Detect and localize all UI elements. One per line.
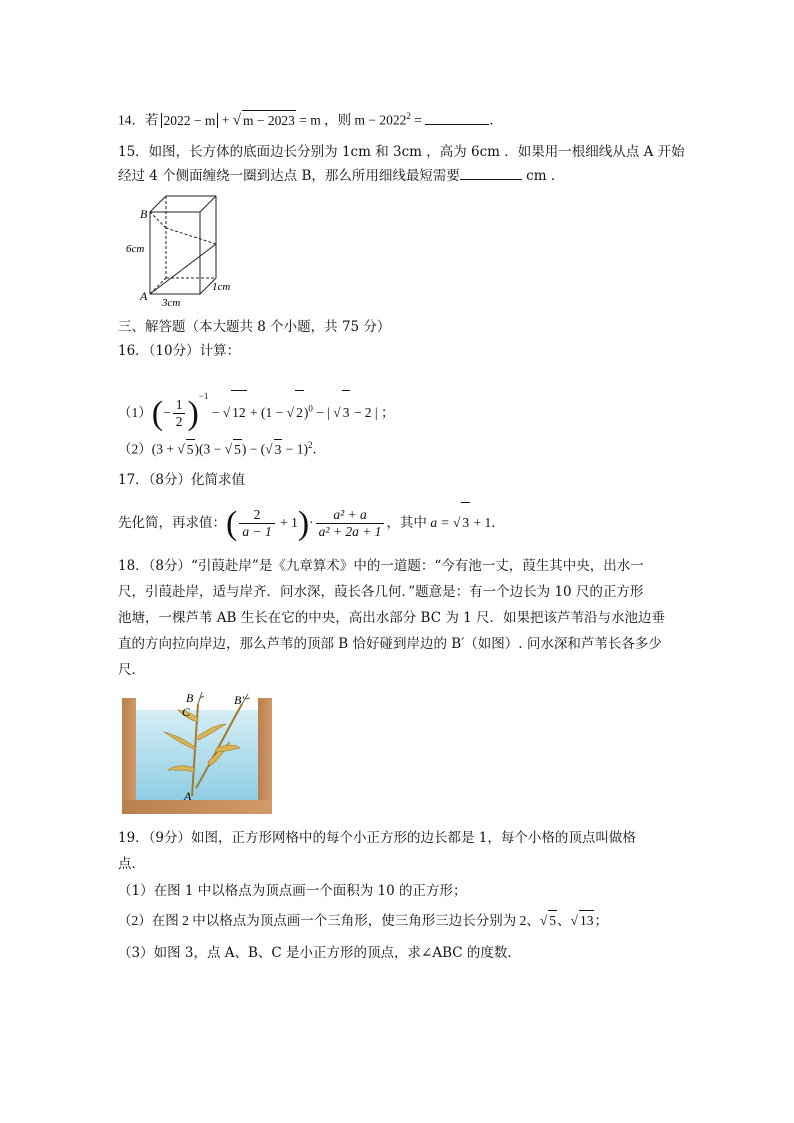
q19-line1: 19．（9分）如图，正方形网格中的每个小正方形的边长都是 1，每个小格的顶点叫做格 (118, 830, 636, 846)
label-width: 3cm (162, 297, 181, 309)
q15-line2-end: cm ． (521, 168, 565, 184)
q17-plus1: + 1 (276, 515, 298, 530)
q14-eq2: = (410, 112, 426, 128)
q17-pre: 先化简，再求值： (118, 515, 226, 530)
label-depth: 1cm (212, 281, 231, 293)
q16-p2-c: ) − ( (241, 441, 266, 457)
q16-part1: （1）(− $\frac{1}{2}$ )$^{-1}$ − √ 12 + (1 − √ 2)$^0$ − | √ 3 − 2 | ； (118, 374, 395, 418)
q15-line2-text: 经过 4 个侧面缠绕一圈到达点 B，那么所用细线最短需要 (118, 168, 460, 184)
q16-p2-label: （2） (118, 441, 152, 457)
q19-line2: 点． (118, 856, 145, 872)
q17-end: + 1． (470, 515, 505, 530)
section-title: 三、解答题（本大题共 8 个小题，共 75 分） (118, 319, 391, 335)
q16-p1-b: + (1 − (246, 405, 287, 420)
q16-p1-d: − | (312, 405, 334, 420)
q18-line: 池塘，一棵芦苇 AB 生长在它的中央，高出水部分 BC 为 1 尺．如果把该芦苇沿与水池边垂 (118, 610, 666, 626)
q16-p1-num: 1 (173, 397, 186, 414)
q16-p2-exp: 2 (307, 440, 313, 450)
label-C: C (182, 705, 191, 719)
q18-line: 18．（8分）“引葭赴岸”是《九章算术》中的一道题：“今有池一丈，葭生其中央，出水一 (118, 558, 644, 574)
q17-post: ，其中 (386, 515, 431, 530)
q16-p1-label: （1） (118, 405, 152, 420)
q16-p1-a: − (208, 405, 223, 420)
q19-p2-b: 、 (557, 913, 571, 928)
q16-p2-b: )(3 − (194, 441, 225, 457)
q16-p2-r1: 5 (186, 439, 195, 460)
q17-f2-den: a² + 2a + 1 (318, 524, 382, 540)
q19-part3: （3）如图 3，点 A、B、C 是小正方形的顶点，求∠ABC 的度数． (118, 945, 521, 961)
q16-p2-r3: 3 (274, 439, 283, 460)
q18-line: 尺，引葭赴岸，适与岸齐．问水深，葭长各几何．”题意是：有一个边长为 10 尺的正方形 (118, 584, 644, 600)
q14-radicand: m − 2023 (242, 110, 296, 131)
q19-p2-r1: 5 (548, 910, 557, 931)
answer-blank[interactable] (460, 179, 522, 180)
q15-line2 (118, 166, 564, 186)
q16-p2-r2: 5 (233, 439, 242, 460)
thread-path (150, 244, 216, 294)
q18-line: 直的方向拉向岸边，那么芦苇的顶部 B 恰好碰到岸边的 B′（如图）. 问水深和芦苇长各多少 (118, 636, 662, 652)
q16-p1-r3: 3 (342, 390, 351, 435)
q15-line1: 15．如图，长方体的底面边长分别为 1cm 和 3cm ，高为 6cm ．如果用一根细线从点 A 开始 (118, 144, 685, 160)
q19-p2-r2: 13 (579, 910, 595, 931)
q16-p2-d: − 1) (282, 441, 308, 457)
answer-blank[interactable] (425, 124, 489, 125)
q16-part2: （2）(3 + √ 5)(3 − √ 5) − (√ 3 − 1)$^2$． (118, 435, 326, 460)
q14-plus: + (218, 112, 233, 128)
label-A: A (184, 789, 192, 803)
pond-floor (122, 800, 272, 814)
q16-title: 16．（10分）计算： (118, 343, 241, 359)
pond-wall-right (258, 698, 272, 814)
q17-f2-num: a² + a (316, 507, 385, 524)
q17-radicand: 3 (461, 502, 470, 543)
q19-p2-c: ； (594, 913, 608, 928)
q16-p1-neg: − (163, 405, 171, 420)
q17-f1-num: 2 (239, 507, 274, 524)
q14-exp: 2 (406, 111, 411, 121)
q19-part1: （1）在图 1 中以格点为顶点画一个面积为 10 的正方形； (118, 883, 467, 899)
q16-p2-a: (3 + (151, 441, 178, 457)
q16-p2-e: ． (312, 441, 326, 457)
q16-p1-r2: 2 (295, 390, 304, 435)
q14-number: 14． (118, 112, 145, 128)
q16-p1-den: 2 (175, 414, 183, 430)
q14-text: 若 (145, 112, 159, 128)
q14-end: ． (489, 112, 503, 128)
q18-line: 尺． (118, 662, 145, 678)
q14-eq: = m ，则 m − 2022 (295, 112, 407, 128)
front-face (150, 212, 200, 294)
label-B: B (186, 691, 194, 705)
q16-p1-e: − 2 | ； (350, 405, 395, 420)
q16-p1-c: ) (303, 405, 309, 420)
q17-title: 17．（8分）化简求值 (118, 472, 246, 488)
label-A: A (140, 289, 148, 303)
label-B: B (140, 207, 148, 221)
q17-dot: · (309, 515, 314, 530)
label-B-prime: B′ (234, 693, 244, 707)
cuboid-figure (118, 192, 248, 310)
question-14: 14．若 2022 − m + √ m − 2023 = m ，则 $m - 2022^2$ = ． (118, 111, 503, 129)
q17-f1-den: a − 1 (242, 524, 272, 540)
q16-p1-exp: −1 (198, 391, 209, 401)
q19-p2-a: （2）在图 2 中以格点为顶点画一个三角形，使三角形三边长分别为 2、 (118, 913, 540, 928)
q17-a-eq: a = (430, 515, 453, 530)
q16-p1-r1: 12 (231, 390, 247, 435)
q19-part2: （2）在图 2 中以格点为顶点画一个三角形，使三角形三边长分别为 2、√ 5、√ 13； (118, 910, 608, 931)
q14-abs: 2022 − m (161, 113, 219, 128)
q16-p1-exp0: 0 (308, 403, 313, 414)
q17-expression: 先化简，再求值：( $\frac{2}{a - 1}$ + 1)· $\frac{\text{a² + a}}{\text{a² + 2a + 1}}$ ，其中 a = √ 3 + 1． (118, 502, 505, 542)
pond-wall-left (122, 698, 136, 814)
pond-figure (118, 688, 276, 816)
label-height: 6cm (126, 243, 145, 255)
